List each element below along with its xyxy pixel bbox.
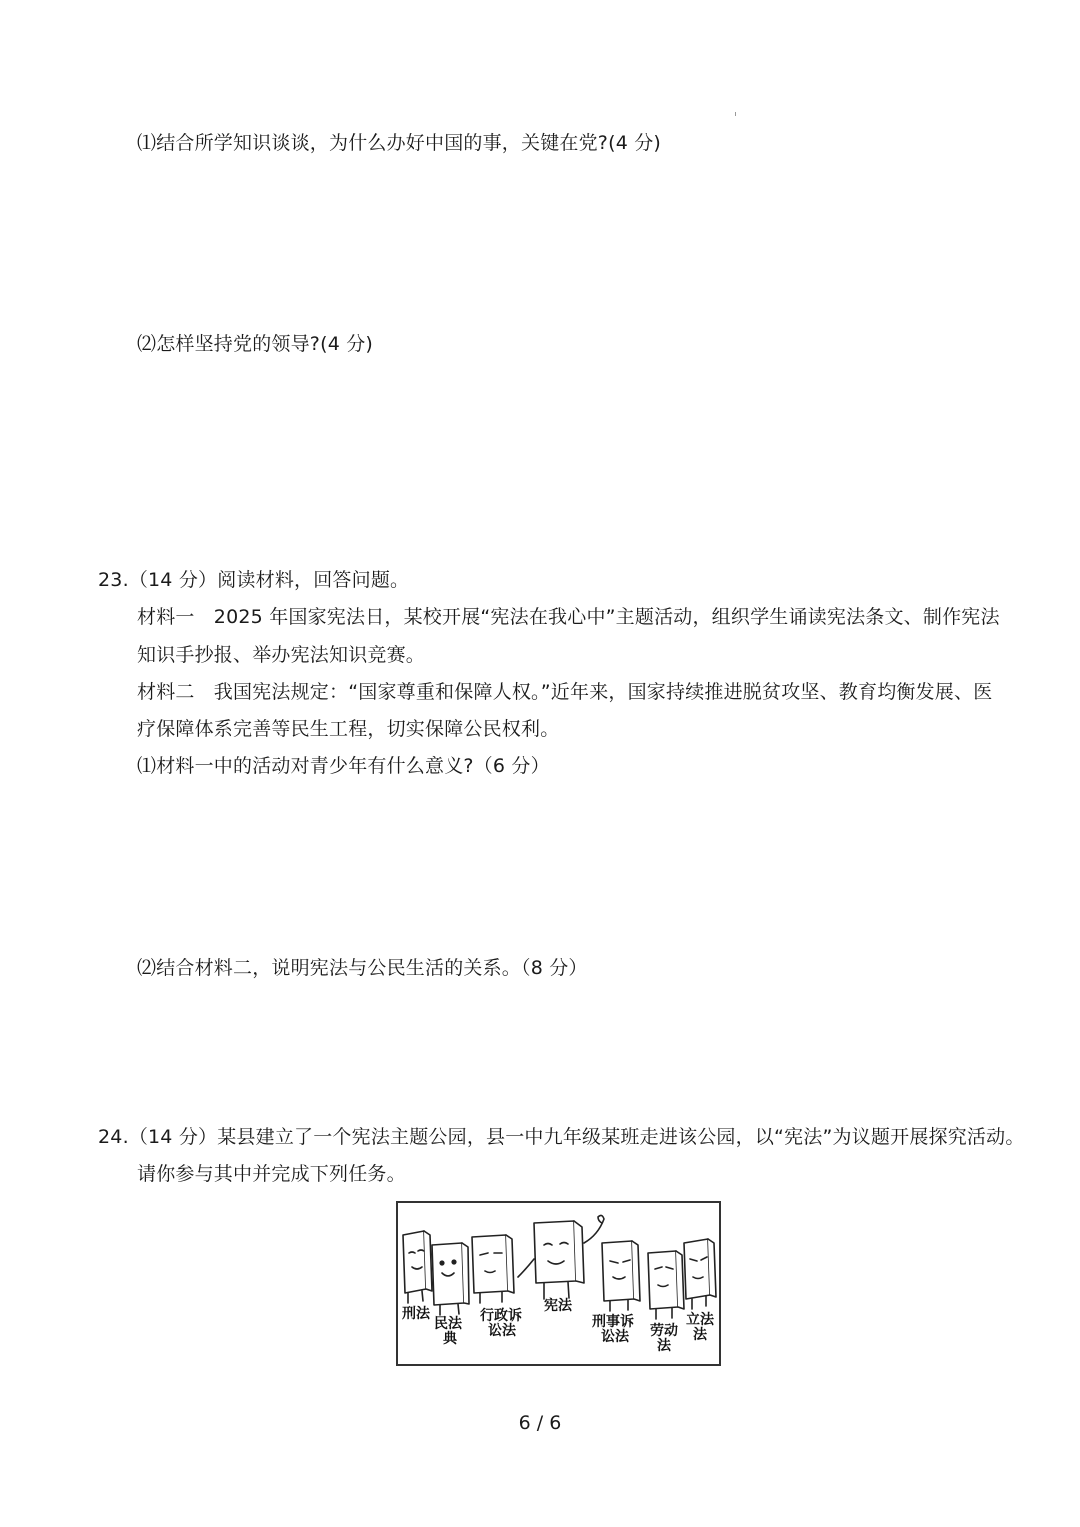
label-laodong-2: 法 — [657, 1338, 671, 1354]
label-minfadian-2: 典 — [443, 1331, 457, 1347]
label-xingshi-2: 讼法 — [601, 1329, 629, 1345]
law-books-illustration — [396, 1201, 721, 1366]
label-lifa-1: 立法 — [686, 1312, 714, 1328]
q24-stem-line1: 24.（14 分）某县建立了一个宪法主题公园，县一中九年级某班走进该公园，以“宪法”为议题开展探究活动。 — [98, 1126, 1025, 1148]
q23-material1-line1: 材料一 2025 年国家宪法日，某校开展“宪法在我心中”主题活动，组织学生诵读宪法条文、制作宪法 — [137, 606, 1000, 628]
book-xingshi — [602, 1241, 640, 1311]
label-lifa-2: 法 — [693, 1327, 707, 1343]
label-xingzheng-1: 行政诉 — [480, 1308, 522, 1324]
label-xianfa: 宪法 — [544, 1298, 572, 1314]
q23-sub2: ⑵结合材料二，说明宪法与公民生活的关系。（8 分） — [137, 957, 588, 979]
q23-stem: 23.（14 分）阅读材料，回答问题。 — [98, 569, 410, 591]
scan-speck — [735, 112, 736, 116]
page-number: 6 / 6 — [518, 1412, 562, 1434]
book-lifa — [684, 1239, 716, 1309]
q22-sub1: ⑴结合所学知识谈谈，为什么办好中国的事，关键在党?(4 分) — [137, 132, 662, 154]
book-laodong — [648, 1251, 684, 1319]
q23-material2-line2: 疗保障体系完善等民生工程，切实保障公民权利。 — [137, 718, 560, 740]
label-laodong-1: 劳动 — [650, 1323, 678, 1339]
label-xingshi-1: 刑事诉 — [592, 1314, 634, 1330]
label-xingfa: 刑法 — [402, 1306, 430, 1322]
q23-material2-line1: 材料二 我国宪法规定：“国家尊重和保障人权。”近年来，国家持续推进脱贫攻坚、教育均衡发展、医 — [137, 681, 993, 703]
label-minfadian-1: 民法 — [434, 1316, 462, 1332]
label-xingzheng-2: 讼法 — [488, 1323, 516, 1339]
q23-material1-line2: 知识手抄报、举办宪法知识竞赛。 — [137, 644, 426, 666]
q24-stem-line2: 请你参与其中并完成下列任务。 — [137, 1163, 406, 1185]
q23-sub1: ⑴材料一中的活动对青少年有什么意义?（6 分） — [137, 755, 550, 777]
q22-sub2: ⑵怎样坚持党的领导?(4 分) — [137, 333, 374, 355]
book-xingzheng — [472, 1235, 514, 1303]
book-xianfa — [518, 1215, 604, 1299]
book-minfadian — [432, 1243, 469, 1315]
book-xingfa — [403, 1231, 432, 1303]
